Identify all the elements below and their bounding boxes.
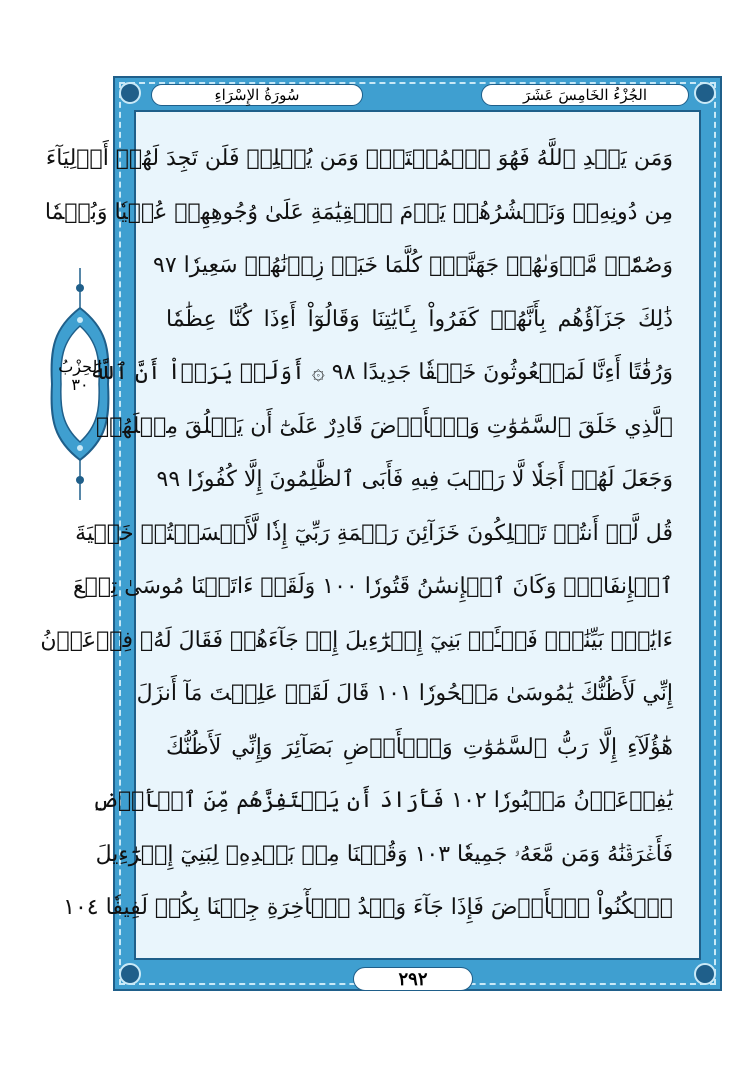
verse-line: وَصُمّٗاۖ مَّأۡوَىٰهُمۡ جَهَنَّمُۖ كُلَّمَا خَبَتۡ زِدۡنَٰهُمۡ سَعِيرٗا ٩٧	[153, 253, 673, 278]
corner-rosette-icon	[694, 82, 716, 104]
page-number: ٢٩٢	[353, 967, 473, 991]
verse-line: مِن دُونِهِۦۖ وَنَحۡشُرُهُمۡ يَوۡمَ ٱلۡقِيَٰمَةِ عَلَىٰ وُجُوهِهِمۡ عُمۡيٗا وَبُكۡمٗا	[44, 199, 673, 225]
verse-line: وَجَعَلَ لَهُمۡ أَجَلٗا لَّا رَيۡبَ فِيهِ فَأَبَى ٱلظَّٰلِمُونَ إِلَّا كُفُورٗا ٩٩	[156, 467, 673, 492]
verse-line: إِنِّي لَأَظُنُّكَ يَٰمُوسَىٰ مَسۡحُورٗا ١٠١ قَالَ لَقَدۡ عَلِمۡتَ مَآ أَنزَلَ	[136, 681, 673, 706]
verse-line: يَٰفِرۡعَوۡنُ مَثۡبُورٗا ١٠٢ فَأَرَادَ أَن يَسۡتَفِزَّهُم مِّنَ ٱلۡأَرۡضِ	[92, 788, 673, 813]
verse-line: فَأَغۡرَقۡنَٰهُ وَمَن مَّعَهُۥ جَمِيعٗا ١٠٣ وَقُلۡنَا مِنۢ بَعۡدِهِۦ لِبَنِيٓ إِسۡرَٰٓءِيلَ	[95, 841, 673, 867]
hizb-label: الحِزْبُ	[58, 357, 102, 376]
verse-line: ءَايَٰتِۭ بَيِّنَٰتٖۖ فَسۡـَٔلۡ بَنِيٓ إِسۡرَٰٓءِيلَ إِذۡ جَآءَهُمۡ فَقَالَ لَهُۥ فِرۡعَوۡنُ	[40, 627, 673, 653]
verse-line: هَٰٓؤُلَآءِ إِلَّا رَبُّ ٱلسَّمَٰوَٰتِ وَٱلۡأَرۡضِ بَصَآئِرَ وَإِنِّي لَأَظُنُّكَ	[166, 734, 673, 760]
hizb-number: ٣٠	[71, 375, 89, 394]
surah-title: سُورَةُ الإِسْرَاءِ	[151, 84, 363, 106]
verse-line: وَمَن يَهۡدِ ٱللَّهُ فَهُوَ ٱلۡمُهۡتَدِۖ وَمَن يُضۡلِلۡ فَلَن تَجِدَ لَهُمۡ أَوۡلِيَآءَ	[45, 146, 673, 171]
corner-rosette-icon	[119, 963, 141, 985]
verse-line: قُل لَّوۡ أَنتُمۡ تَمۡلِكُونَ خَزَآئِنَ رَحۡمَةِ رَبِّيٓ إِذٗا لَّأَمۡسَكۡتُمۡ خَشۡيَةَ	[75, 520, 673, 546]
corner-rosette-icon	[694, 963, 716, 985]
corner-rosette-icon	[119, 82, 141, 104]
verse-line: ٱلۡإِنفَاقِۚ وَكَانَ ٱلۡإِنسَٰنُ قَتُورٗا ١٠٠ وَلَقَدۡ ءَاتَيۡنَا مُوسَىٰ تِسۡعَ	[72, 574, 673, 599]
verse-line: ذَٰلِكَ جَزَآؤُهُم بِأَنَّهُمۡ كَفَرُواْ بِـَٔايَٰتِنَا وَقَالُوٓاْ أَءِذَا كُنَّا عِظَٰمٗا	[166, 306, 673, 332]
juz-title: الجُزْءُ الخَامِسَ عَشَرَ	[481, 84, 689, 106]
verse-line: ٱلَّذِي خَلَقَ ٱلسَّمَٰوَٰتِ وَٱلۡأَرۡضَ قَادِرٌ عَلَىٰٓ أَن يَخۡلُقَ مِثۡلَهُمۡ	[96, 413, 673, 439]
verse-line: وَرُفَٰتًا أَءِنَّا لَمَبۡعُوثُونَ خَلۡقٗا جَدِيدًا ٩٨ ۞ أَوَلَمۡ يَرَوۡاْ أَنَّ ٱللَّهَ	[89, 360, 673, 385]
verse-line: ٱسۡكُنُواْ ٱلۡأَرۡضَ فَإِذَا جَآءَ وَعۡدُ ٱلۡأٓخِرَةِ جِئۡنَا بِكُمۡ لَفِيفٗا ١٠٤	[63, 895, 673, 920]
